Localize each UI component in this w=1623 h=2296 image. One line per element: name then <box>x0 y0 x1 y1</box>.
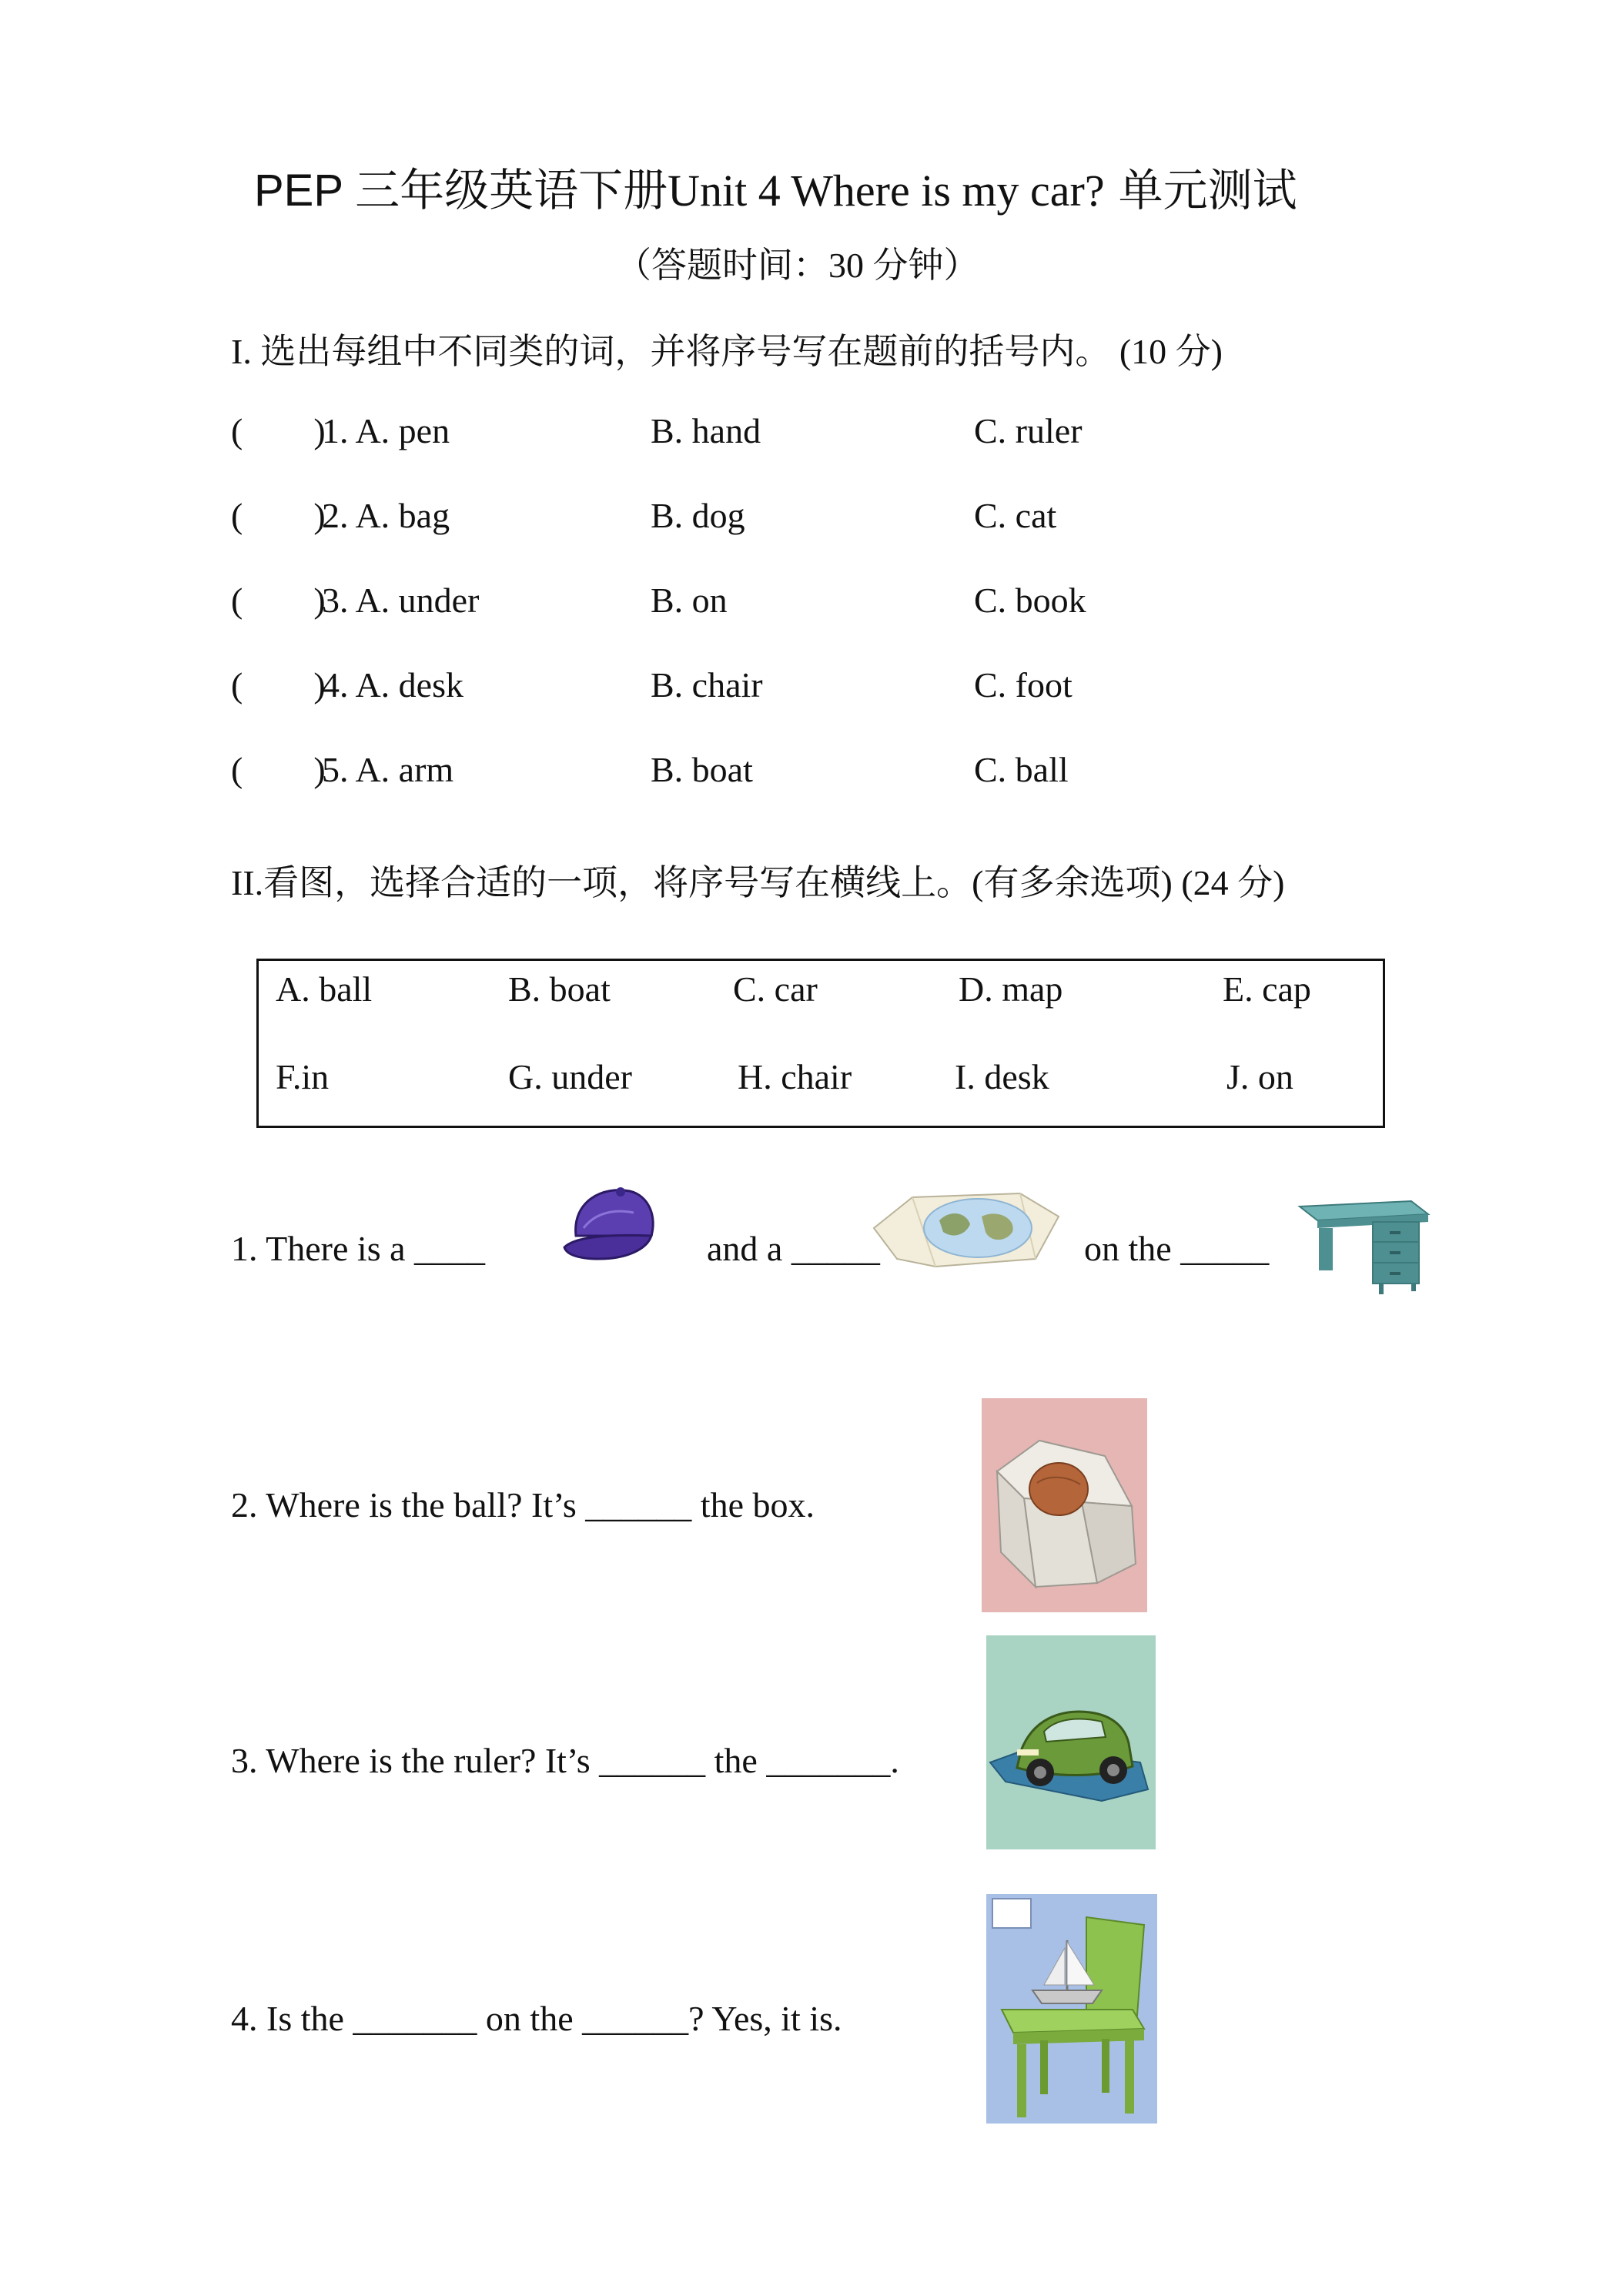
word-option: C. car <box>733 969 818 1009</box>
answer-blank[interactable]: ( ) <box>231 581 326 620</box>
word-option: G. under <box>508 1057 632 1096</box>
section1-row <box>231 495 326 536</box>
page-title <box>254 154 1297 219</box>
boat-on-chair-picture <box>986 1894 1157 2124</box>
map-icon <box>866 1186 1062 1277</box>
title-suffix: 单元测试 <box>1118 166 1297 216</box>
row-option-a: 3. A. under <box>322 581 480 620</box>
word-option: D. map <box>959 969 1063 1009</box>
section1-row <box>231 580 326 621</box>
row-option-b: B. boat <box>651 750 753 789</box>
section1-row <box>231 749 326 790</box>
question-1-part2: and a _____ <box>707 1229 880 1268</box>
row-option-c: C. book <box>974 581 1086 620</box>
question-1-part1: 1. There is a ____ <box>231 1229 486 1268</box>
row-option-b: B. on <box>651 581 728 620</box>
row-option-a: 5. A. arm <box>322 750 454 789</box>
word-option: B. boat <box>508 969 611 1009</box>
word-option: J. on <box>1226 1057 1293 1096</box>
word-option: H. chair <box>738 1057 852 1096</box>
row-option-a: 1. A. pen <box>322 411 450 450</box>
title-main: Unit 4 Where is my car? <box>668 166 1105 216</box>
word-option: E. cap <box>1223 969 1311 1009</box>
row-option-c: C. cat <box>974 496 1057 535</box>
car-on-map-picture <box>986 1635 1156 1849</box>
cap-icon <box>561 1182 664 1270</box>
answer-blank[interactable]: ( ) <box>231 665 326 705</box>
question-3: 3. Where is the ruler? It’s ______ the _______. <box>231 1741 899 1780</box>
answer-blank[interactable]: ( ) <box>231 411 326 450</box>
row-option-b: B. hand <box>651 411 761 450</box>
row-option-b: B. dog <box>651 496 745 535</box>
row-option-c: C. ruler <box>974 411 1083 450</box>
section1-row <box>231 410 326 451</box>
word-option: F.in <box>276 1057 330 1096</box>
word-bank-box <box>256 959 1385 1128</box>
section1-row <box>231 664 326 705</box>
row-option-c: C. foot <box>974 665 1073 705</box>
row-option-b: B. chair <box>651 665 763 705</box>
row-option-a: 2. A. bag <box>322 496 450 535</box>
word-option: A. ball <box>276 969 373 1009</box>
answer-blank[interactable]: ( ) <box>231 750 326 789</box>
ball-in-box-picture <box>982 1398 1147 1612</box>
question-1-part3: on the _____ <box>1084 1229 1270 1268</box>
page-subtitle: （答题时间：30 分钟） <box>616 246 979 285</box>
section2-heading: II.看图，选择合适的一项，将序号写在横线上。(有多余选项) (24 分) <box>231 863 1285 902</box>
title-prefix: PEP 三年级英语下册 <box>254 166 668 216</box>
row-option-c: C. ball <box>974 750 1069 789</box>
word-option: I. desk <box>955 1057 1049 1096</box>
question-4: 4. Is the _______ on the ______? Yes, it is. <box>231 1999 842 2038</box>
question-2: 2. Where is the ball? It’s ______ the box. <box>231 1485 815 1525</box>
row-option-a: 4. A. desk <box>322 665 463 705</box>
section1-heading: I. 选出每组中不同类的词，并将序号写在题前的括号内。 (10 分) <box>231 332 1223 371</box>
answer-blank[interactable]: ( ) <box>231 496 326 535</box>
desk-icon <box>1296 1197 1431 1297</box>
